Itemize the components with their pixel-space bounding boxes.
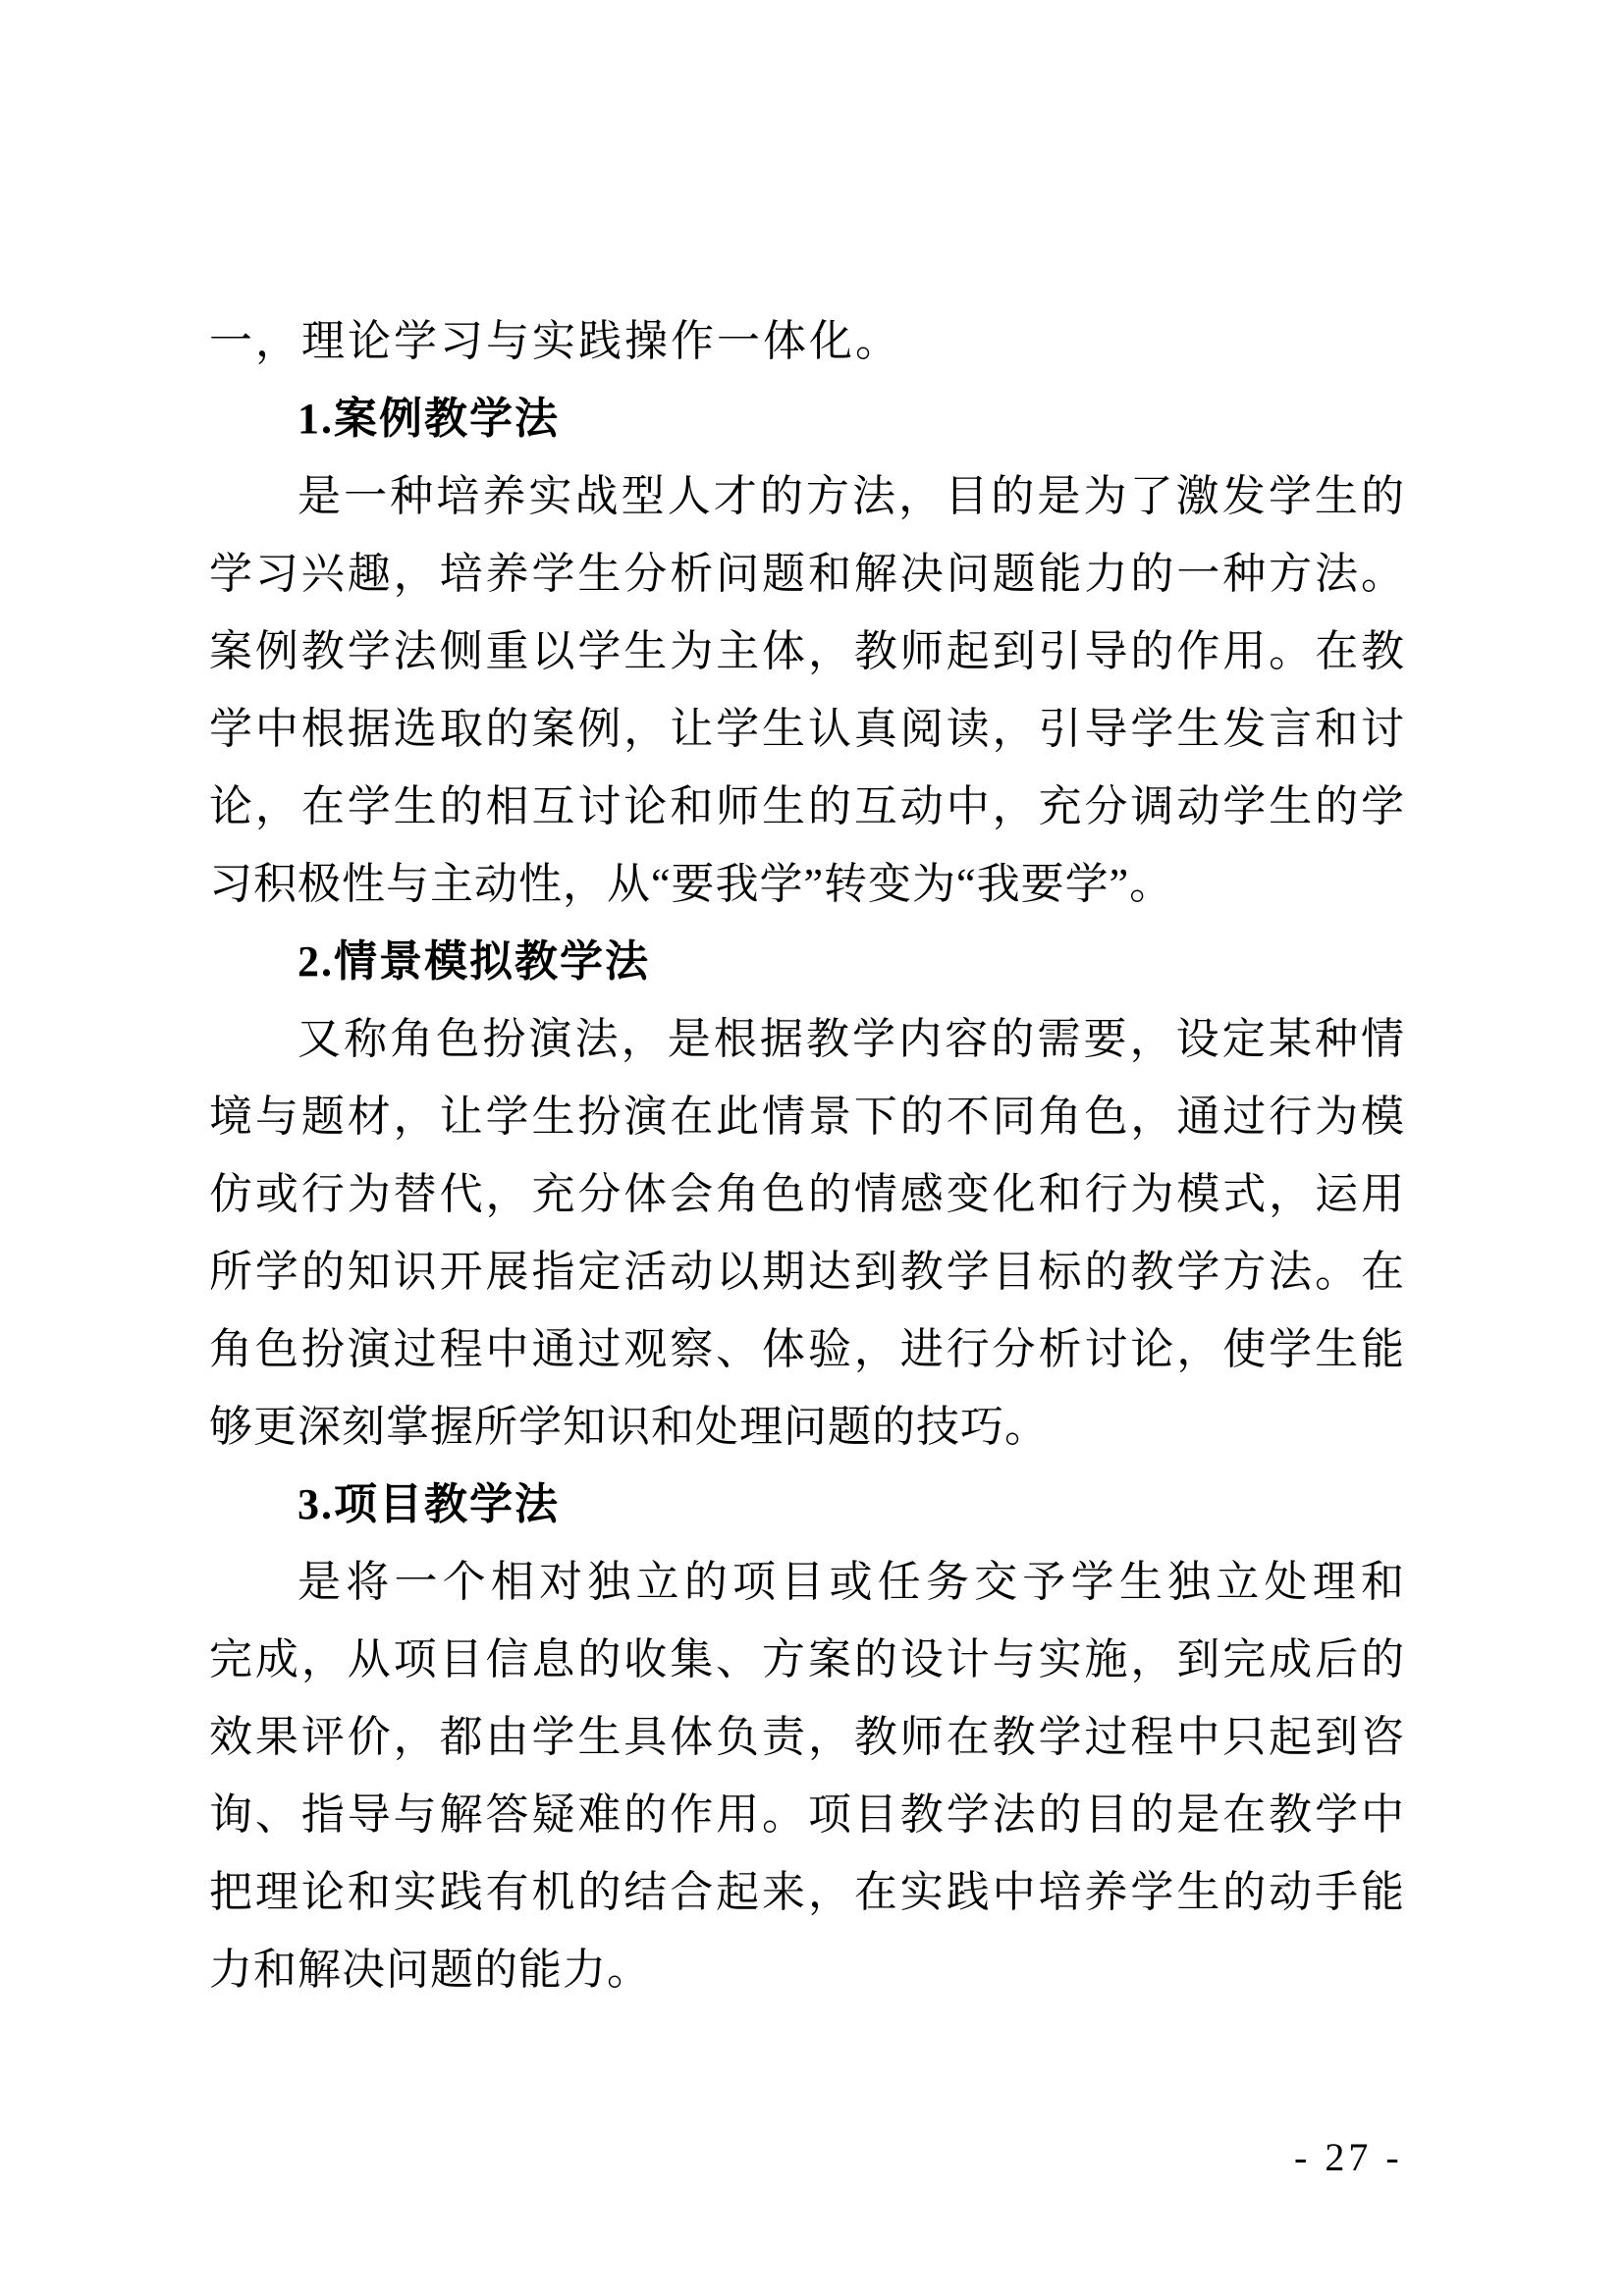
paragraph-line: 够更深刻掌握所学知识和处理问题的技巧。 [209, 1403, 1049, 1451]
paragraph-line: 完成，从项目信息的收集、方案的设计与实施，到完成后的 [209, 1635, 1405, 1683]
paragraph-line: 学习兴趣，培养学生分析问题和解决问题能力的一种方法。 [209, 550, 1405, 598]
list-heading: 一，理论学习与实践操作一体化。 [209, 317, 901, 365]
paragraph-line: 论，在学生的相互讨论和师生的互动中，充分调动学生的学 [209, 782, 1405, 830]
paragraph-line: 力和解决问题的能力。 [209, 1946, 651, 1994]
paragraph-line: 效果评价，都由学生具体负责，教师在教学过程中只起到咨 [209, 1713, 1405, 1761]
text-block [209, 302, 1405, 2008]
paragraph-line: 习积极性与主动性，从“要我学”转变为“我要学”。 [209, 860, 1174, 908]
subsection-title-project-method: 3.项目教学法 [298, 1480, 560, 1528]
subsection-title-scenario-method: 2.情景模拟教学法 [298, 937, 650, 986]
paragraph-line: 案例教学法侧重以学生为主体，教师起到引导的作用。在教 [209, 627, 1405, 675]
paragraph-line: 学中根据选取的案例，让学生认真阅读，引导学生发言和讨 [209, 705, 1405, 753]
paragraph-line: 是一种培养实战型人才的方法，目的是为了激发学生的 [298, 472, 1405, 520]
paragraph-line: 仿或行为替代，充分体会角色的情感变化和行为模式，运用 [209, 1170, 1405, 1218]
paragraph-line: 角色扮演过程中通过观察、体验，进行分析讨论，使学生能 [209, 1325, 1405, 1373]
paragraph-line: 询、指导与解答疑难的作用。项目教学法的目的是在教学中 [209, 1790, 1405, 1839]
page-number: - 27 - [1294, 2135, 1403, 2179]
paragraph-line: 是将一个相对独立的项目或任务交予学生独立处理和 [298, 1558, 1405, 1606]
paragraph-line: 把理论和实践有机的结合起来，在实践中培养学生的动手能 [209, 1868, 1405, 1916]
paragraph-line: 所学的知识开展指定活动以期达到教学目标的教学方法。在 [209, 1248, 1405, 1296]
paragraph-line: 境与题材，让学生扮演在此情景下的不同角色，通过行为模 [209, 1093, 1405, 1141]
paragraph-line: 又称角色扮演法，是根据教学内容的需要，设定某种情 [298, 1015, 1405, 1063]
subsection-title-case-method: 1.案例教学法 [298, 395, 560, 443]
